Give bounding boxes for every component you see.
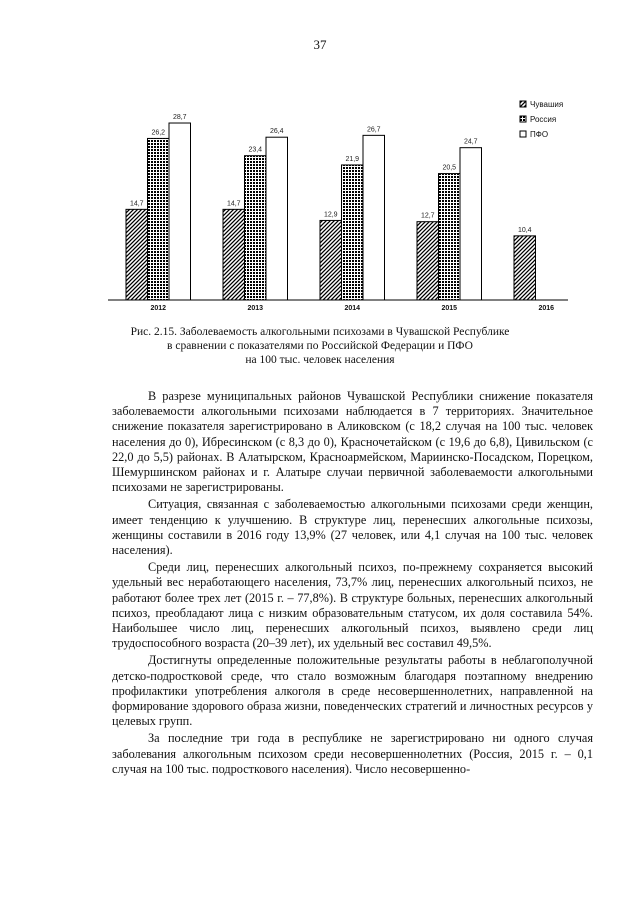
- bar-ПФО-2014: [363, 135, 385, 300]
- x-tick-2015: 2015: [441, 305, 458, 312]
- legend-swatch-Россия: [520, 116, 526, 122]
- caption-line-1: Рис. 2.15. Заболеваемость алкогольными психозами в Чувашской Республике: [130, 326, 510, 338]
- bar-Чувашия-2015: [417, 222, 439, 300]
- data-label-Россия-2012: 26,2: [151, 129, 166, 137]
- legend-label-Чувашия: Чувашия: [530, 100, 564, 109]
- bar-Чувашия-2012: [126, 209, 148, 300]
- paragraph-1: В разрезе муниципальных районов Чувашской Республики снижение показателя заболеваемости алкогольными психозами наблюдается в 7 территориях. Значительное снижение показателя зарегистрировано в Аликовском (с 18,2 случая на 100 тыс. человек населения до 0), Ибресинском (с 8,3 до 0), Красночетайском (с 19,6 до 6,8), Цивильском (с 22,0 до 5,5) районах. В Алатырском, Красноармейском, Мариинско-Посадском, Порецком, Шемуршинском районах и г. Алатыре случаи первичной заболеваемости алкогольными психозами не зарегистрированы.: [112, 389, 593, 495]
- data-label-Россия-2014: 21,9: [345, 155, 360, 163]
- data-label-ПФО-2012: 28,7: [172, 114, 187, 122]
- data-label-ПФО-2013: 26,4: [269, 128, 284, 136]
- data-label-ПФО-2015: 24,7: [463, 138, 478, 146]
- data-label-Чувашия-2013: 14,7: [226, 200, 241, 208]
- bar-Россия-2014: [342, 165, 364, 300]
- bar-ПФО-2013: [266, 137, 288, 300]
- data-label-Россия-2015: 20,5: [442, 164, 457, 172]
- x-tick-2012: 2012: [150, 305, 167, 312]
- caption-line-3: на 100 тыс. человек населения: [245, 354, 395, 366]
- bar-Россия-2012: [148, 138, 170, 300]
- paragraph-4: Достигнуты определенные положительные результаты работы в неблагополучной детско-подростковой среде, что стало возможным благодаря поэтапному внедрению профилактики употребления алкоголя в среде несовершеннолетних, направленной на формирование здорового образа жизни, поведенческих стратегий и личностных ресурсов у целевых групп.: [112, 653, 593, 729]
- data-label-Чувашия-2015: 12,7: [420, 212, 435, 220]
- data-label-Чувашия-2012: 14,7: [129, 200, 144, 208]
- figure-caption: [110, 325, 530, 367]
- bar-Чувашия-2013: [223, 209, 245, 300]
- data-label-Россия-2013: 23,4: [248, 146, 263, 154]
- bar-chart: [100, 95, 580, 315]
- bar-ПФО-2012: [169, 123, 191, 300]
- x-tick-2013: 2013: [247, 305, 264, 312]
- paragraph-3: Среди лиц, перенесших алкогольный психоз, по-прежнему сохраняется высокий удельный вес неработающего населения, 73,7% лиц, перенесших алкогольный психоз, не работают более трех лет (2015 г. – 77,8%). В структуре больных, перенесших алкогольный психоз, преобладают лица с низким образовательным статусом, их доля составила 54%. Наибольшее число лиц, перенесших алкогольный психоз, выявлено среди лиц трудоспособного возраста (20–39 лет), их удельный вес составил 49,5%.: [112, 560, 593, 651]
- data-label-ПФО-2014: 26,7: [366, 126, 381, 134]
- bar-Чувашия-2014: [320, 220, 342, 300]
- legend-swatch-ПФО: [520, 131, 526, 137]
- paragraph-5: За последние три года в республике не зарегистрировано ни одного случая заболевания алкогольным психозом среди несовершеннолетних (Россия, 2015 г. – 0,1 случая на 100 тыс. подросткового населения). Число несовершенно-: [112, 731, 593, 776]
- data-label-Чувашия-2014: 12,9: [323, 211, 338, 219]
- data-label-Чувашия-2016: 10,4: [517, 226, 532, 234]
- legend-label-Россия: Россия: [530, 115, 557, 124]
- x-tick-2016: 2016: [538, 305, 555, 312]
- chart-legend: [520, 100, 563, 139]
- bar-Россия-2013: [245, 156, 267, 300]
- x-tick-2014: 2014: [344, 305, 361, 312]
- bar-ПФО-2015: [460, 148, 482, 300]
- caption-line-2: в сравнении с показателями по Российской Федерации и ПФО: [167, 340, 473, 352]
- bar-Чувашия-2016: [514, 236, 536, 300]
- legend-label-ПФО: ПФО: [530, 130, 549, 139]
- body-text: [112, 389, 593, 779]
- paragraph-2: Ситуация, связанная с заболеваемостью алкогольными психозами среди женщин, имеет тенденцию к улучшению. В структуре лиц, перенесших алкогольные психозы, женщины составили в 2016 году 13,9% (27 человек, или 4,1 случая на 100 тыс. человек населения).: [112, 497, 593, 558]
- legend-swatch-Чувашия: [520, 101, 526, 107]
- page-number: 37: [313, 37, 327, 52]
- bar-Россия-2015: [439, 174, 461, 300]
